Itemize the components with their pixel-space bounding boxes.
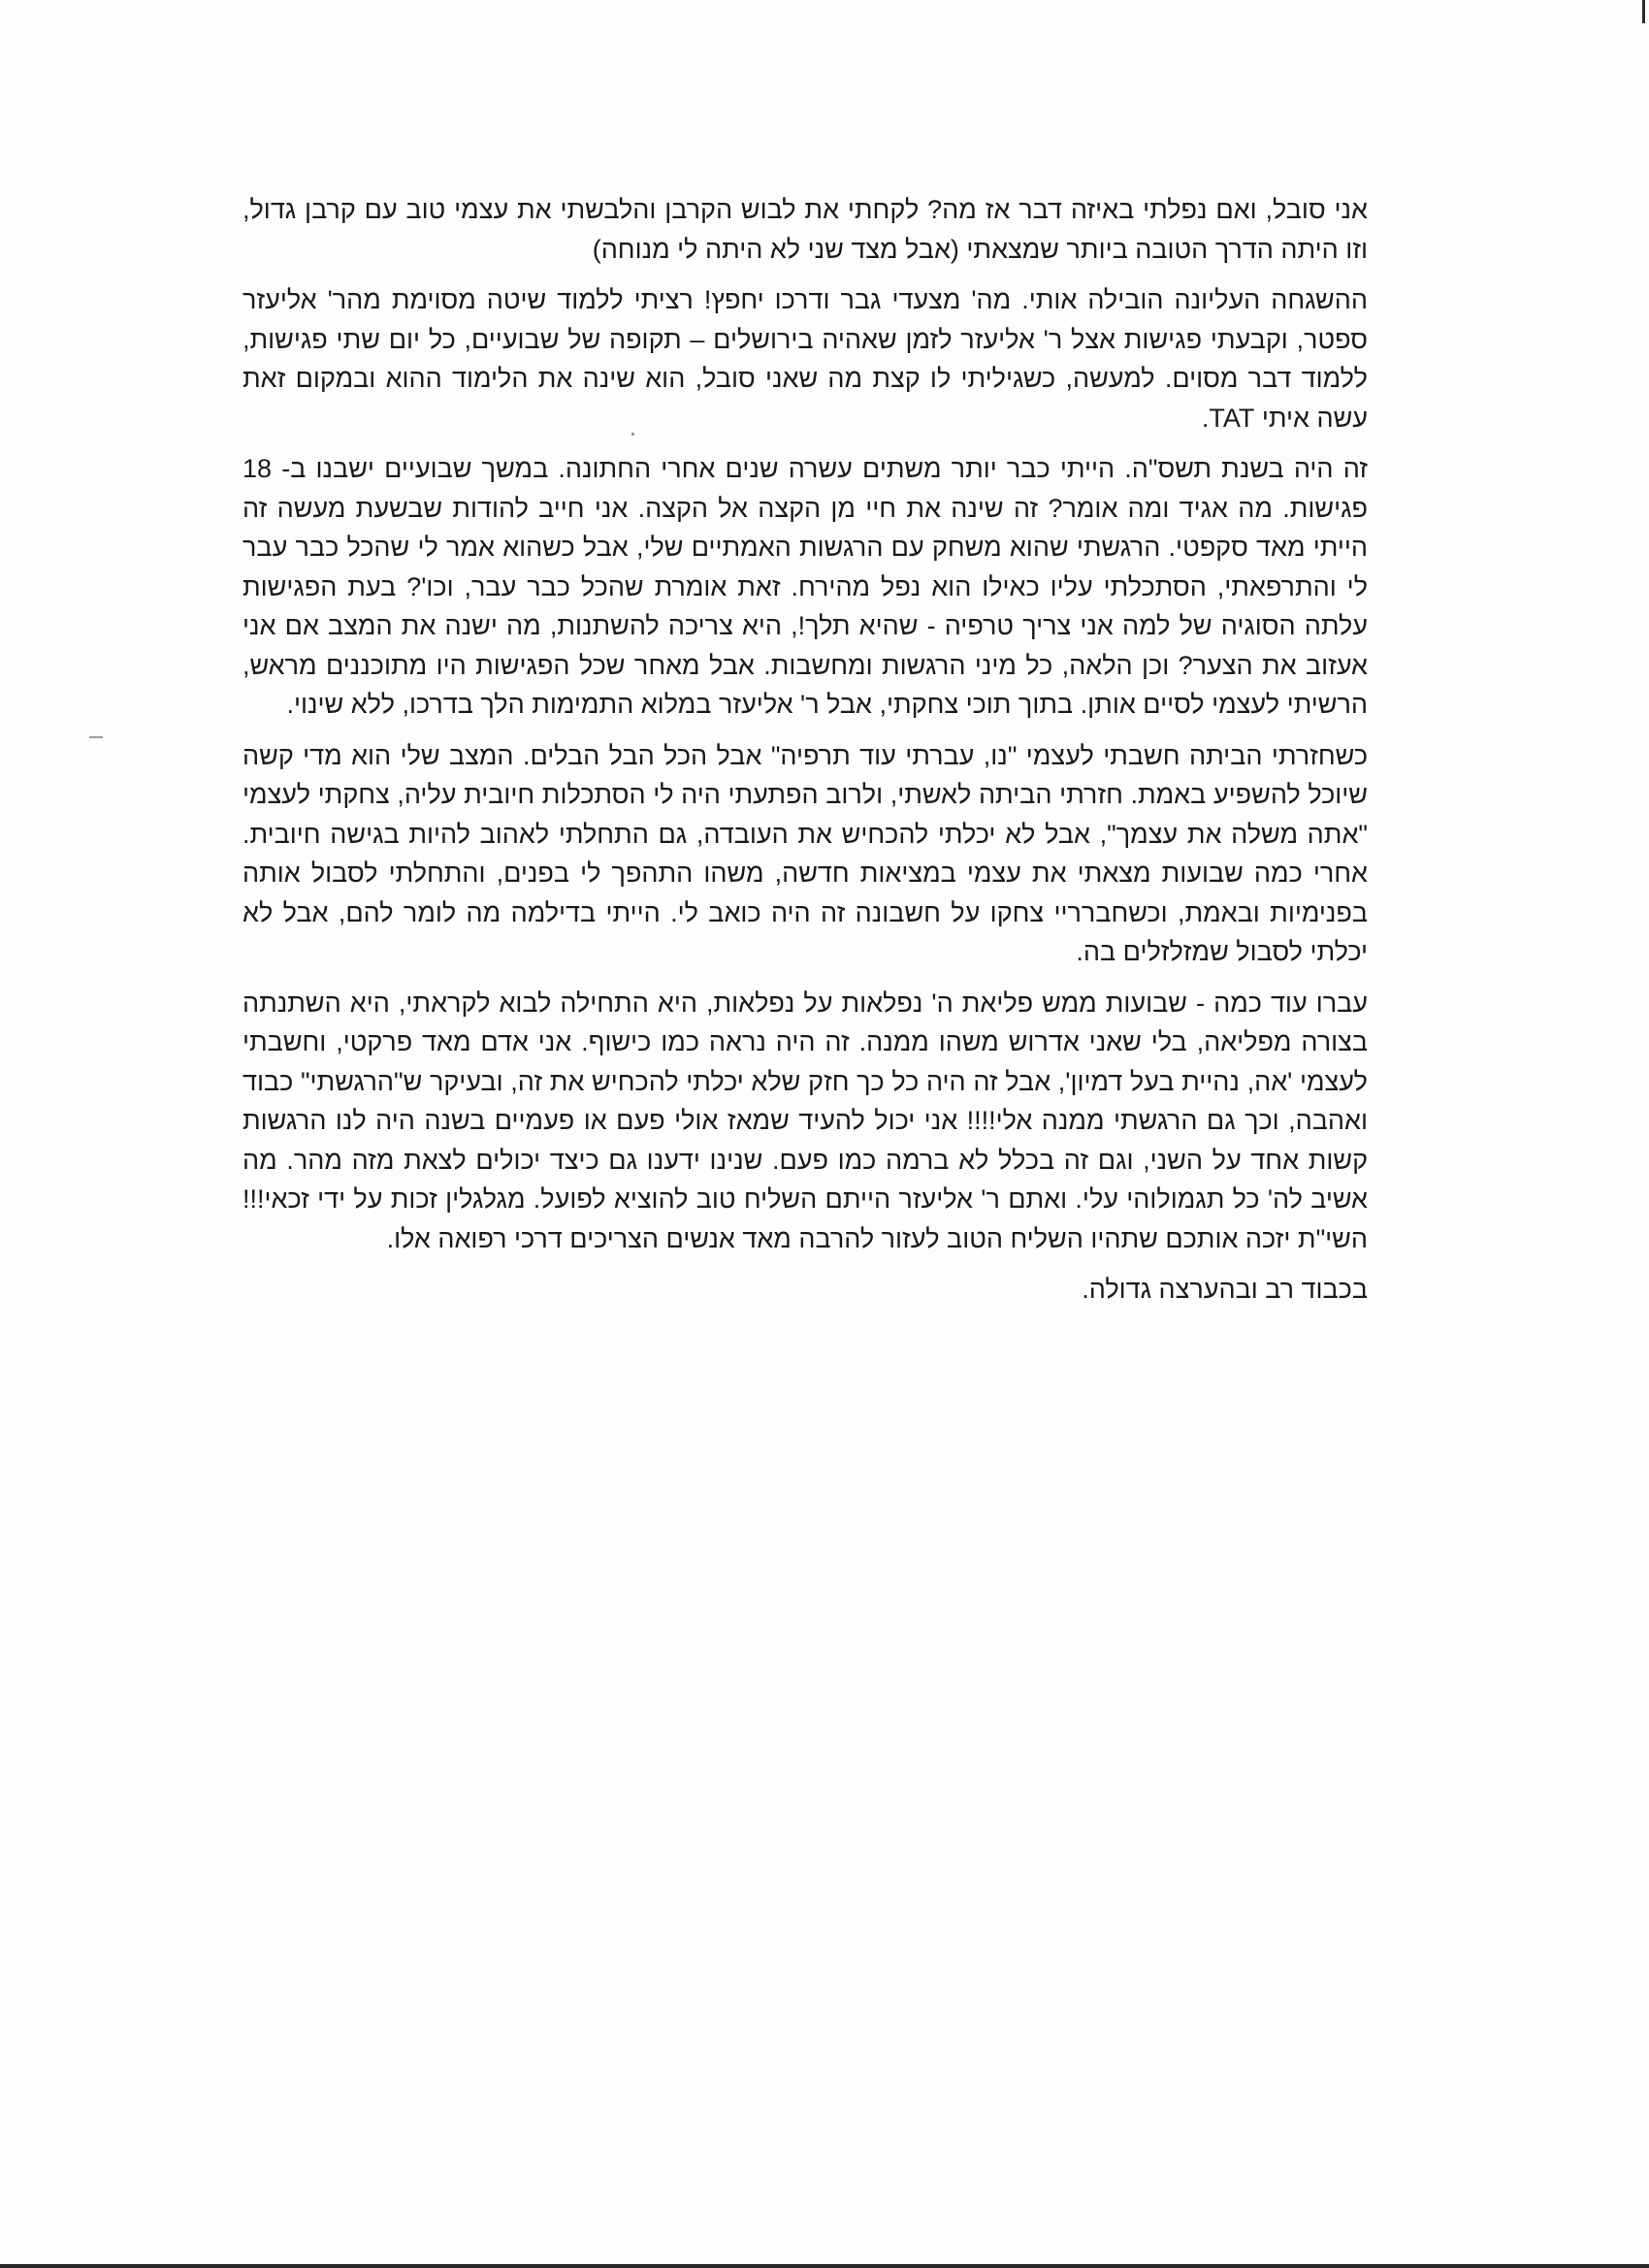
- scan-edge-right: [1642, 0, 1645, 23]
- closing-line: בכבוד רב ובהערצה גדולה.: [1082, 1275, 1368, 1304]
- paragraph-4: כשחזרתי הביתה חשבתי לעצמי "נו, עברתי עוד תרפיה" אבל הכל הבל הבלים. המצב שלי הוא מדי קשה שיוכל להשפיע באמת. חזרתי הביתה לאשתי, ולרוב הפתעתי היה לי הסתכלות חיובית עליה, צחקתי לעצמי "אתה משלה את עצמך", אבל לא יכלתי להכחיש את העובדה, גם התחלתי לאהוב להיות בגישה חיובית. אחרי כמה שבועות מצאתי את עצמי במציאות חדשה, משהו התהפך לי בפנים, והתחלתי לסבול אותה בפנימיות ובאמת, וכשחברריי צחקו על חשבונה זה היה כואב לי. הייתי בדילמה מה לומר להם, אבל לא יכלתי לסבול שמזלזלים בה.: [242, 740, 1368, 966]
- paragraph-1: אני סובל, ואם נפלתי באיזה דבר אז מה? לקחתי את לבוש הקרבן והלבשתי את עצמי טוב עם קרבן גדול, וזו היתה הדרך הטובה ביותר שמצאתי (אבל מצד שני לא היתה לי מנוחה): [242, 195, 1368, 264]
- scan-edge-bottom: [0, 2264, 1649, 2268]
- scan-speck: [89, 736, 103, 738]
- letter-body: [242, 190, 1368, 1321]
- paragraph-2: ההשגחה העליונה הובילה אותי. מה' מצעדי גבר ודרכו יחפץ! רציתי ללמוד שיטה מסוימת מהר' אליעזר ספטר, וקבעתי פגישות אצל ר' אליעזר לזמן שאהיה בירושלים – תקופה של שבועיים, כל יום שתי פגישות, ללמוד דבר מסוים. למעשה, כשגיליתי לו קצת מה שאני סובל, הוא שינה את הלימוד ההוא ובמקום זאת עשה איתי TAT.: [242, 285, 1368, 433]
- paragraph-3: זה היה בשנת תשס"ה. הייתי כבר יותר משתים עשרה שנים אחרי החתונה. במשך שבועיים ישבנו ב- 18 פגישות. מה אגיד ומה אומר? זה שינה את חיי מן הקצה אל הקצה. אני חייב להודות שבשעת מעשה זה הייתי מאד סקפטי. הרגשתי שהוא משחק עם הרגשות האמתיים שלי, אבל כשהוא אמר לי שהכל כבר עבר לי והתרפאתי, הסתכלתי עליו כאילו הוא נפל מהירח. זאת אומרת שהכל כבר עבר, וכו'? בעת הפגישות עלתה הסוגיה של למה אני צריך טרפיה - שהיא תלך!, היא צריכה להשתנות, מה ישנה את המצב אם אני אעזוב את הצער? וכן הלאה, כל מיני הרגשות ומחשבות. אבל מאחר שכל הפגישות היו מתוכננים מראש, הרשיתי לעצמי לסיים אותן. בתוך תוכי צחקתי, אבל ר' אליעזר במלוא התמימות הלך בדרכו, ללא שינוי.: [242, 454, 1368, 719]
- paragraph-5: עברו עוד כמה - שבועות ממש פליאת ה' נפלאות על נפלאות, היא התחילה לבוא לקראתי, היא השתנתה בצורה מפליאה, בלי שאני אדרוש משהו ממנה. זה היה נראה כמו כישוף. אני אדם מאד פרקטי, וחשבתי לעצמי 'אה, נהיית בעל דמיון', אבל זה היה כל כך חזק שלא יכלתי להכחיש את זה, ובעיקר ש"הרגשתי" כבוד ואהבה, וכך גם הרגשתי ממנה אלי!!!! אני יכול להעיד שמאז אולי פעם או פעמיים בשנה היה לנו הרגשות קשות אחד על השני, וגם זה בכלל לא ברמה כמו פעם. שנינו ידענו גם כיצד יכולים לצאת מזה מהר. מה אשיב לה' כל תגמולוהי עלי. ואתם ר' אליעזר הייתם השליח טוב להוציא לפועל. מגלגלין זכות על ידי זכאי!!! השי"ת יזכה אותכם שתהיו השליח הטוב לעזור להרבה מאד אנשים הצריכים דרכי רפואה אלו.: [242, 988, 1368, 1253]
- scan-speck: [631, 433, 634, 436]
